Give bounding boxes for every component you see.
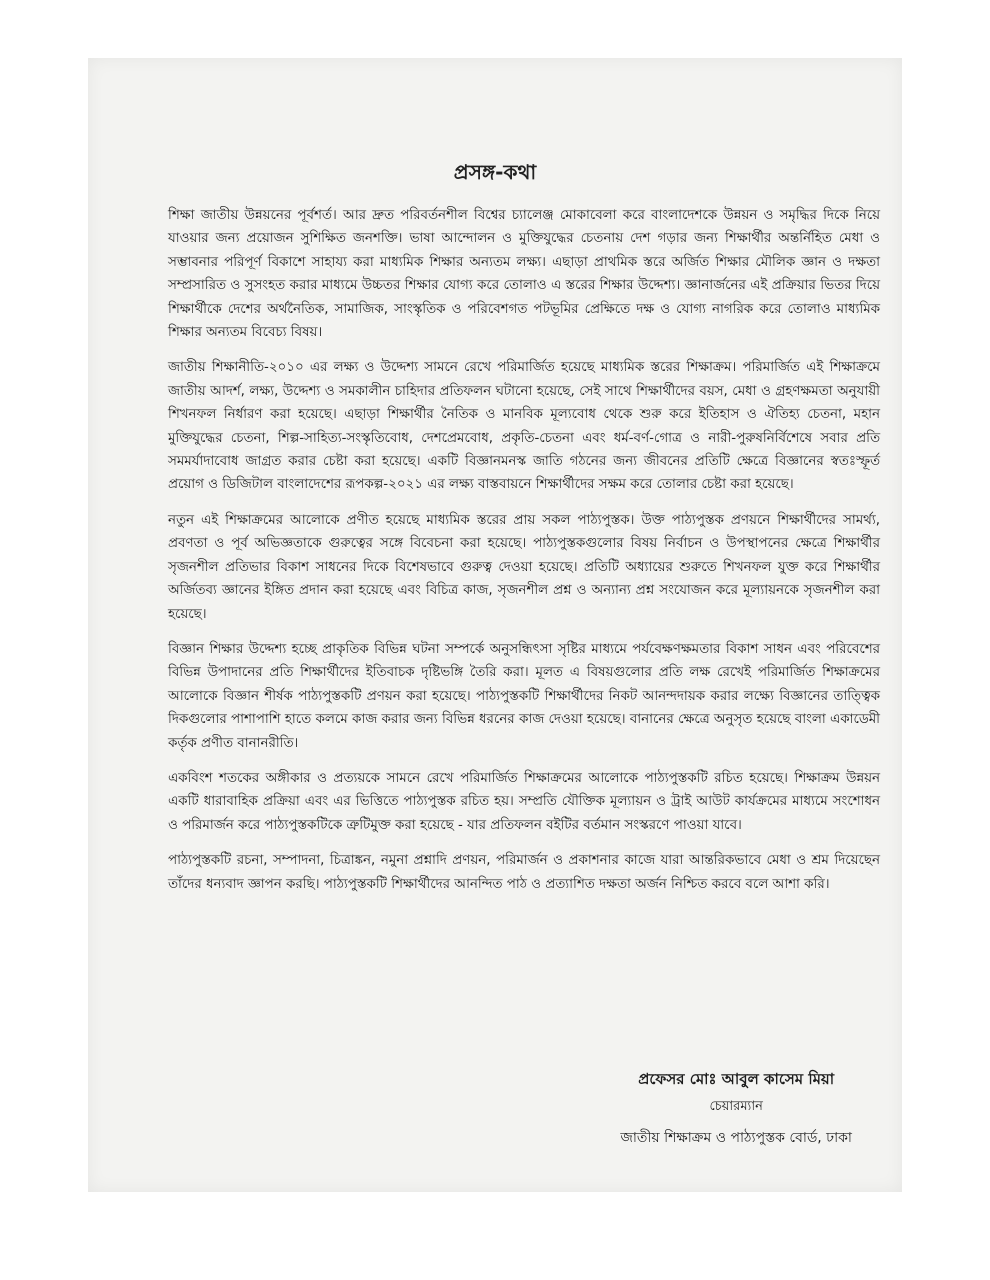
paragraph-4: বিজ্ঞান শিক্ষার উদ্দেশ্য হচ্ছে প্রাকৃতিক বিভিন্ন ঘটনা সম্পর্কে অনুসন্ধিৎসা সৃষ্টির মাধ্যমে পর্যবেক্ষণক্ষমতার বিকাশ সাধন এবং পরিবেশের বিভিন্ন উপাদানের প্রতি শিক্ষার্থীদের ইতিবাচক দৃষ্টিভঙ্গি তৈরি করা। মূলত এ বিষয়গুলোর প্রতি লক্ষ রেখেই পরিমার্জিত শিক্ষাক্রমের আলোকে বিজ্ঞান শীর্ষক পাঠ্যপুস্তকটি প্রণয়ন করা হয়েছে। পাঠ্যপুস্তকটি শিক্ষার্থীদের নিকট আনন্দদায়ক করার লক্ষ্যে বিজ্ঞানের তাত্ত্বিক দিকগুলোর পাশাপাশি হাতে কলমে কাজ করার জন্য বিভিন্ন ধরনের কাজ দেওয়া হয়েছে। বানানের ক্ষেত্রে অনুসৃত হয়েছে বাংলা একাডেমী কর্তৃক প্রণীত বানানরীতি। <box>168 641 880 751</box>
page-title: প্রসঙ্গ-কথা <box>453 160 537 184</box>
signature-block <box>620 1068 852 1150</box>
paragraph-2: জাতীয় শিক্ষানীতি-২০১০ এর লক্ষ্য ও উদ্দেশ্য সামনে রেখে পরিমার্জিত হয়েছে মাধ্যমিক স্তরের শিক্ষাক্রম। পরিমার্জিত এই শিক্ষাক্রমে জাতীয় আদর্শ, লক্ষ্য, উদ্দেশ্য ও সমকালীন চাহিদার প্রতিফলন ঘটানো হয়েছে, সেই সাথে শিক্ষার্থীদের বয়স, মেধা ও গ্রহণক্ষমতা অনুযায়ী শিখনফল নির্ধারণ করা হয়েছে। এছাড়া শিক্ষার্থীর নৈতিক ও মানবিক মূল্যবোধ থেকে শুরু করে ইতিহাস ও ঐতিহ্য চেতনা, মহান মুক্তিযুদ্ধের চেতনা, শিল্প-সাহিত্য-সংস্কৃতিবোধ, দেশপ্রেমবোধ, প্রকৃতি-চেতনা এবং ধর্ম-বর্ণ-গোত্র ও নারী-পুরুষনির্বিশেষে সবার প্রতি সমমর্যাদাবোধ জাগ্রত করার চেষ্টা করা হয়েছে। একটি বিজ্ঞানমনস্ক জাতি গঠনের জন্য জীবনের প্রতিটি ক্ষেত্রে বিজ্ঞানের স্বতঃস্ফূর্ত প্রয়োগ ও ডিজিটাল বাংলাদেশের রূপকল্প-২০২১ এর লক্ষ্য বাস্তবায়নে শিক্ষার্থীদের সক্ষম করে তোলার চেষ্টা করা হয়েছে। <box>168 360 880 493</box>
paragraph-1: শিক্ষা জাতীয় উন্নয়নের পূর্বশর্ত। আর দ্রুত পরিবর্তনশীল বিশ্বের চ্যালেঞ্জ মোকাবেলা করে বাংলাদেশকে উন্নয়ন ও সমৃদ্ধির দিকে নিয়ে যাওয়ার জন্য প্রয়োজন সুশিক্ষিত জনশক্তি। ভাষা আন্দোলন ও মুক্তিযুদ্ধের চেতনায় দেশ গড়ার জন্য শিক্ষার্থীর অন্তর্নিহিত মেধা ও সম্ভাবনার পরিপূর্ণ বিকাশে সাহায্য করা মাধ্যমিক শিক্ষার অন্যতম লক্ষ্য। এছাড়া প্রাথমিক স্তরে অর্জিত শিক্ষার মৌলিক জ্ঞান ও দক্ষতা সম্প্রসারিত ও সুসংহত করার মাধ্যমে উচ্চতর শিক্ষার যোগ্য করে তোলাও এ স্তরের শিক্ষার উদ্দেশ্য। জ্ঞানার্জনের এই প্রক্রিয়ার ভিতর দিয়ে শিক্ষার্থীকে দেশের অর্থনৈতিক, সামাজিক, সাংস্কৃতিক ও পরিবেশগত পটভূমির প্রেক্ষিতে দক্ষ ও যোগ্য নাগরিক করে তোলাও মাধ্যমিক শিক্ষার অন্যতম বিবেচ্য বিষয়। <box>168 208 880 341</box>
document-body <box>168 204 880 908</box>
signatory-organization: জাতীয় শিক্ষাক্রম ও পাঠ্যপুস্তক বোর্ড, ঢাকা <box>620 1130 852 1146</box>
paragraph-6: পাঠ্যপুস্তকটি রচনা, সম্পাদনা, চিত্রাঙ্কন, নমুনা প্রশ্নাদি প্রণয়ন, পরিমার্জন ও প্রকাশনার কাজে যারা আন্তরিকভাবে মেধা ও শ্রম দিয়েছেন তাঁদের ধন্যবাদ জ্ঞাপন করছি। পাঠ্যপুস্তকটি শিক্ষার্থীদের আনন্দিত পাঠ ও প্রত্যাশিত দক্ষতা অর্জন নিশ্চিত করবে বলে আশা করি। <box>168 853 880 892</box>
signatory-role: চেয়ারম্যান <box>709 1099 763 1114</box>
paragraph-3: নতুন এই শিক্ষাক্রমের আলোকে প্রণীত হয়েছে মাধ্যমিক স্তরের প্রায় সকল পাঠ্যপুস্তক। উক্ত পাঠ্যপুস্তক প্রণয়নে শিক্ষার্থীদের সামর্থ্য, প্রবণতা ও পূর্ব অভিজ্ঞতাকে গুরুত্বের সঙ্গে বিবেচনা করা হয়েছে। পাঠ্যপুস্তকগুলোর বিষয় নির্বাচন ও উপস্থাপনের ক্ষেত্রে শিক্ষার্থীর সৃজনশীল প্রতিভার বিকাশ সাধনের দিকে বিশেষভাবে গুরুত্ব দেওয়া হয়েছে। প্রতিটি অধ্যায়ের শুরুতে শিখনফল যুক্ত করে শিক্ষার্থীর অর্জিতব্য জ্ঞানের ইঙ্গিত প্রদান করা হয়েছে এবং বিচিত্র কাজ, সৃজনশীল প্রশ্ন ও অন্যান্য প্রশ্ন সংযোজন করে মূল্যায়নকে সৃজনশীল করা হয়েছে। <box>168 512 880 622</box>
paragraph-5: একবিংশ শতকের অঙ্গীকার ও প্রত্যয়কে সামনে রেখে পরিমার্জিত শিক্ষাক্রমের আলোকে পাঠ্যপুস্তকটি রচিত হয়েছে। শিক্ষাক্রম উন্নয়ন একটি ধারাবাহিক প্রক্রিয়া এবং এর ভিত্তিতে পাঠ্যপুস্তক রচিত হয়। সম্প্রতি যৌক্তিক মূল্যায়ন ও ট্রাই আউট কার্যক্রমের মাধ্যমে সংশোধন ও পরিমার্জন করে পাঠ্যপুস্তকটিকে ত্রুটিমুক্ত করা হয়েছে - যার প্রতিফলন বইটির বর্তমান সংস্করণে পাওয়া যাবে। <box>168 770 880 833</box>
signatory-name: প্রফেসর মোঃ আবুল কাসেম মিয়া <box>638 1070 835 1088</box>
document-page <box>88 58 902 1192</box>
